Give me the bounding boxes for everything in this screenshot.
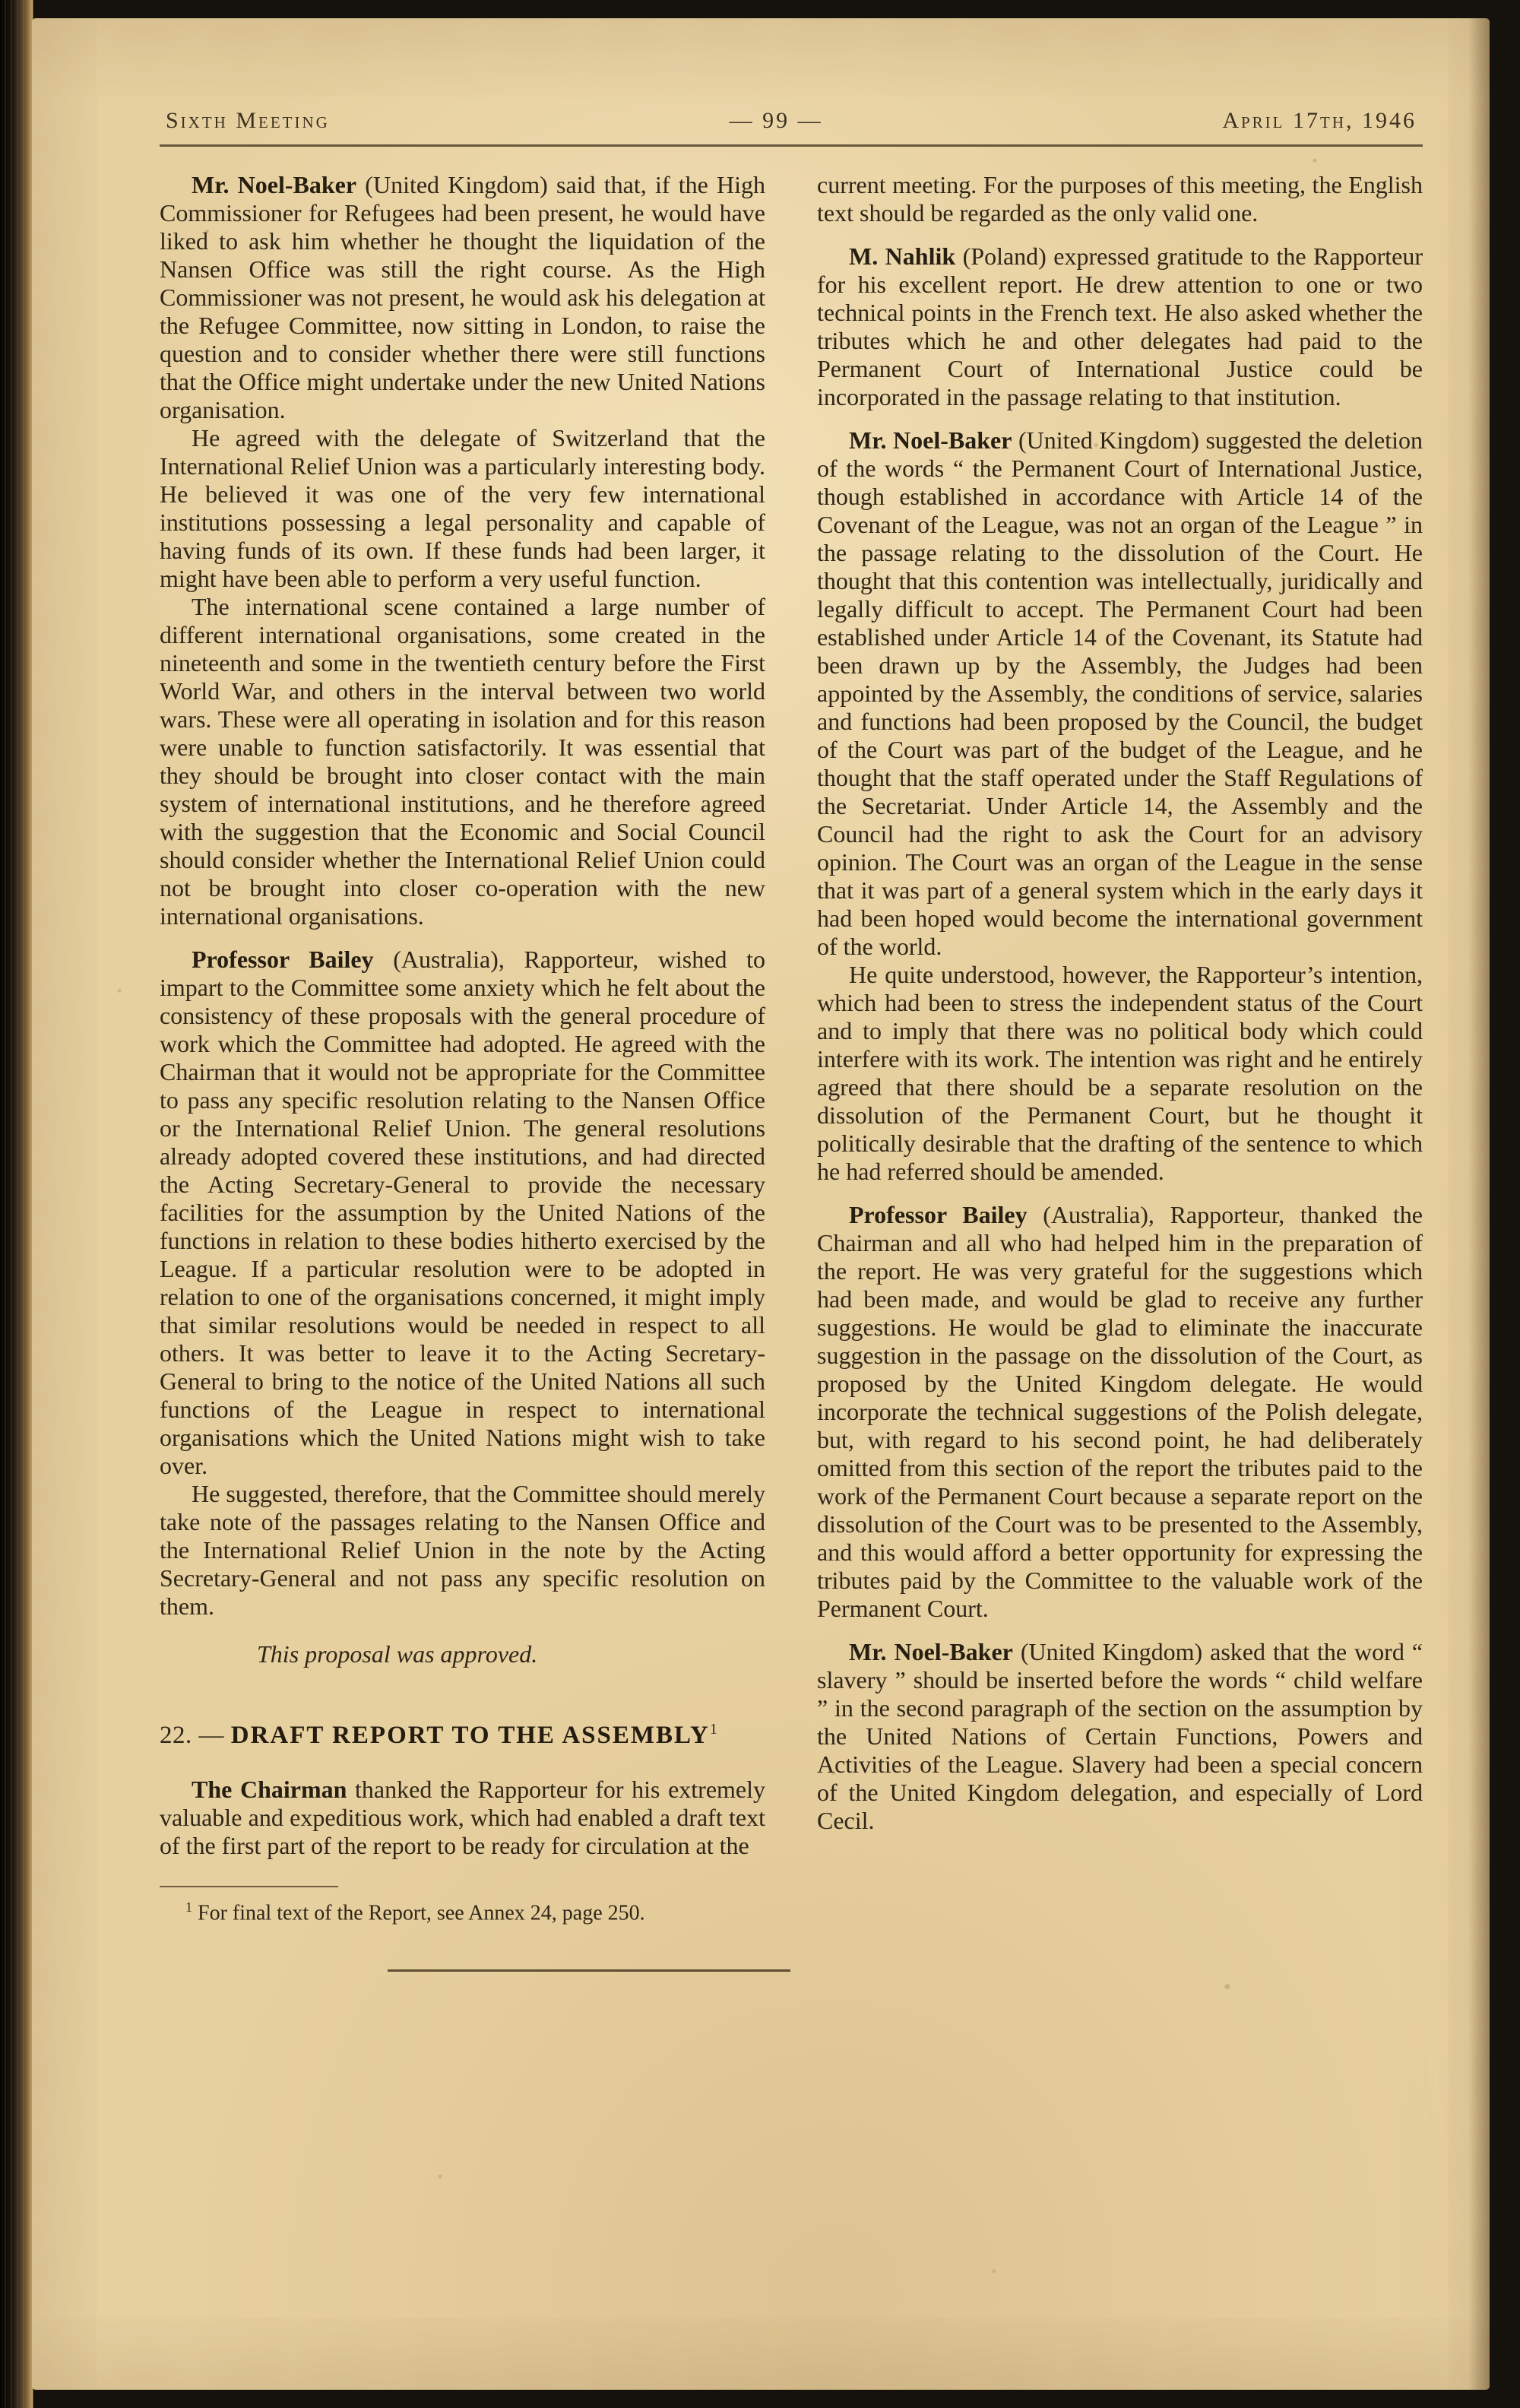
footnote — [160, 1886, 765, 1925]
header-page-number: — 99 — — [729, 108, 823, 133]
paragraph-text: He quite understood, however, the Rapporteur’s intention, which had been to stress the independent status of the Court and to imply that there was no political body which could interfere with its work. The intention was right and he entirely agreed that there should be a separate resolution on the dissolution of the Permanent Court, but he thought it politically desirable that the drafting of the sentence to which he had referred should be amended. — [817, 961, 1423, 1185]
printed-content — [160, 108, 1423, 1972]
proposal-approved-line: This proposal was approved. — [257, 1640, 538, 1668]
right-column — [817, 171, 1423, 1925]
page-stack-lines — [0, 0, 33, 2408]
paragraph-text: (United Kingdom) said that, if the High Commissioner for Refugees had been present, he would have liked to ask him whether he thought the liquidation of the Nansen Office was still the right course. As the High Commissioner was not present, he would ask his delegation at the Refugee Committee, now sitting in London, to raise the question and to consider whether there were still functions that the Office might undertake under the new United Nations organisation. — [160, 171, 766, 423]
footnote-rule — [160, 1886, 338, 1887]
scanned-page-paper — [32, 18, 1490, 2390]
paragraph-chairman-thanks — [160, 1776, 765, 1860]
paragraph-text: He agreed with the delegate of Switzerland that the International Relief Union was a particularly interesting body. He believed it was one of the very few international institutions possessing a legal personality and capable of having funds of its own. If these funds had been larger, it might have been able to perform a very useful function. — [160, 424, 765, 592]
section-dash: — — [198, 1722, 224, 1749]
left-column — [160, 171, 765, 1925]
paragraph-text: current meeting. For the purposes of this meeting, the English text should be regarded as the only valid one. — [817, 171, 1423, 227]
speaker-name: Mr. Noel-Baker — [192, 171, 357, 198]
paragraph-text: (Australia), Rapporteur, wished to impart to the Committee some anxiety which he felt about the consistency of these proposals with the general procedure of work which the Committee had adopted. He agreed with the Chairman that it would not be appropriate for the Committee to pass any specific resolution relating to the Nansen Office or the International Relief Union. The general resolutions already adopted covered these institutions, and had directed the Acting Secretary-General to provide the necessary facilities for the assumption by the United Nations of the functions in relation to these bodies hitherto exercised by the League. If a particular resolution were to be adopted in relation to one of the organisations concerned, it might imply that similar resolutions would be needed in respect to all others. It was better to leave it to the Acting Secretary-General to bring to the notice of the United Nations all such functions of the League in respect to international organisations which the United Nations might wish to take over. — [160, 946, 765, 1479]
header-date: April 17th, 1946 — [1222, 108, 1417, 133]
paragraph-noel-baker-court — [817, 426, 1423, 961]
paragraph-continuation — [817, 171, 1423, 227]
paragraph-noel-baker-slavery — [817, 1638, 1423, 1835]
footnote-text: For final text of the Report, see Annex 24, page 250. — [198, 1901, 645, 1925]
speaker-name: Mr. Noel-Baker — [849, 1638, 1013, 1665]
paragraph-text: (United Kingdom) asked that the word “ slavery ” should be inserted before the words “ child welfare ” in the second paragraph of the section on the assumption by the United Nations of Certain Functions, Powers and Activities of the League. Slavery had been a special concern of the United Kingdom delegation, and especially of Lord Cecil. — [817, 1638, 1423, 1834]
footnote-marker: 1 — [185, 1899, 192, 1915]
speaker-name: Professor Bailey — [192, 946, 374, 973]
speaker-name: Mr. Noel-Baker — [849, 426, 1012, 454]
paragraph-suggestion-note — [160, 1480, 765, 1621]
paragraph-text: thanked the Rapporteur for his extremely valuable and expeditious work, which had enabled a draft text of the first part of the report to be ready for circulation at the — [160, 1776, 765, 1859]
paragraph-relief-union — [160, 424, 765, 593]
paragraph-text: (Poland) expressed gratitude to the Rapporteur for his excellent report. He drew attention to one or two technical points in the French text. He also asked whether the tributes which he and other delegates had paid to the Permanent Court of International Justice could be incorporated in the passage relating to that institution. — [817, 242, 1423, 410]
paragraph-text: The international scene contained a large number of different international organisations, some created in the nineteenth and some in the twentieth century before the First World War, and others in the interval between two world wars. These were all operating in isolation and for this reason were unable to function satisfactorily. It was essential that they should be brought into closer contact with the main system of international institutions, and he therefore agreed with the suggestion that the Economic and Social Council should consider whether the International Relief Union could not be brought into closer co-operation with the new international organisations. — [160, 593, 765, 930]
paragraph-text: (United Kingdom) suggested the deletion of the words “ the Permanent Court of International Justice, though established in accordance with Article 14 of the Covenant of the League, was not an organ of the League ” in the passage relating to the dissolution of the Court. He thought that this contention was intellectually, juridically and legally difficult to accept. The Permanent Court had been established under Article 14 of the Covenant, its Statute had been drawn up by the Assembly, the Judges had been appointed by the Assembly, the conditions of service, salaries and functions had been proposed by the Council, the budget of the Court was part of the budget of the League, and he thought that the staff operated under the Staff Regulations of the Secretariat. Under Article 14, the Assembly and the Council had the right to ask the Court for an advisory opinion. The Court was an organ of the League in the sense that it was part of a general system which in the early days it had been hoped would become the international government of the world. — [817, 426, 1423, 960]
paragraph-nahlik — [817, 242, 1423, 411]
section-number: 22. — [160, 1722, 192, 1749]
paragraph-noel-baker-nansen — [160, 171, 765, 424]
footnote-text-line — [160, 1895, 765, 1925]
text-columns — [160, 171, 1423, 1925]
paper-right-edge-shadow — [1468, 18, 1490, 2390]
closing-rule — [388, 1969, 790, 1972]
paragraph-bailey-thanks — [817, 1201, 1423, 1623]
section-title: DRAFT REPORT TO THE ASSEMBLY — [230, 1722, 710, 1749]
section-heading — [160, 1716, 765, 1750]
book-spine-edge — [0, 0, 33, 2408]
header-rule — [160, 144, 1423, 147]
paragraph-bailey-anxiety — [160, 946, 765, 1480]
section-footnote-ref: 1 — [709, 1721, 718, 1738]
paragraph-text: He suggested, therefore, that the Committee should merely take note of the passages relating to the Nansen Office and the International Relief Union in the note by the Acting Secretary-General and not pass any specific resolution on them. — [160, 1480, 765, 1620]
paragraph-international-scene — [160, 593, 765, 930]
speaker-name: M. Nahlik — [849, 242, 956, 270]
paragraph-understood — [817, 961, 1423, 1186]
speaker-name: The Chairman — [192, 1776, 347, 1803]
header-meeting-title: Sixth Meeting — [166, 108, 330, 133]
speaker-name: Professor Bailey — [849, 1201, 1028, 1228]
paragraph-text: (Australia), Rapporteur, thanked the Chairman and all who had helped him in the preparation of the report. He was very grateful for the suggestions which had been made, and would be glad to receive any further suggestions. He would be glad to eliminate the inaccurate suggestion in the passage on the dissolution of the Court, as proposed by the United Kingdom delegate. He would incorporate the technical suggestions of the Polish delegate, but, with regard to his second point, he had deliberately omitted from this section of the report the tributes paid to the work of the Permanent Court because a separate report on the dissolution of the Court was to be presented to the Assembly, and this would afford a better opportunity for expressing the tributes paid by the Committee to the valuable work of the Permanent Court. — [817, 1201, 1423, 1622]
running-head — [160, 108, 1423, 144]
